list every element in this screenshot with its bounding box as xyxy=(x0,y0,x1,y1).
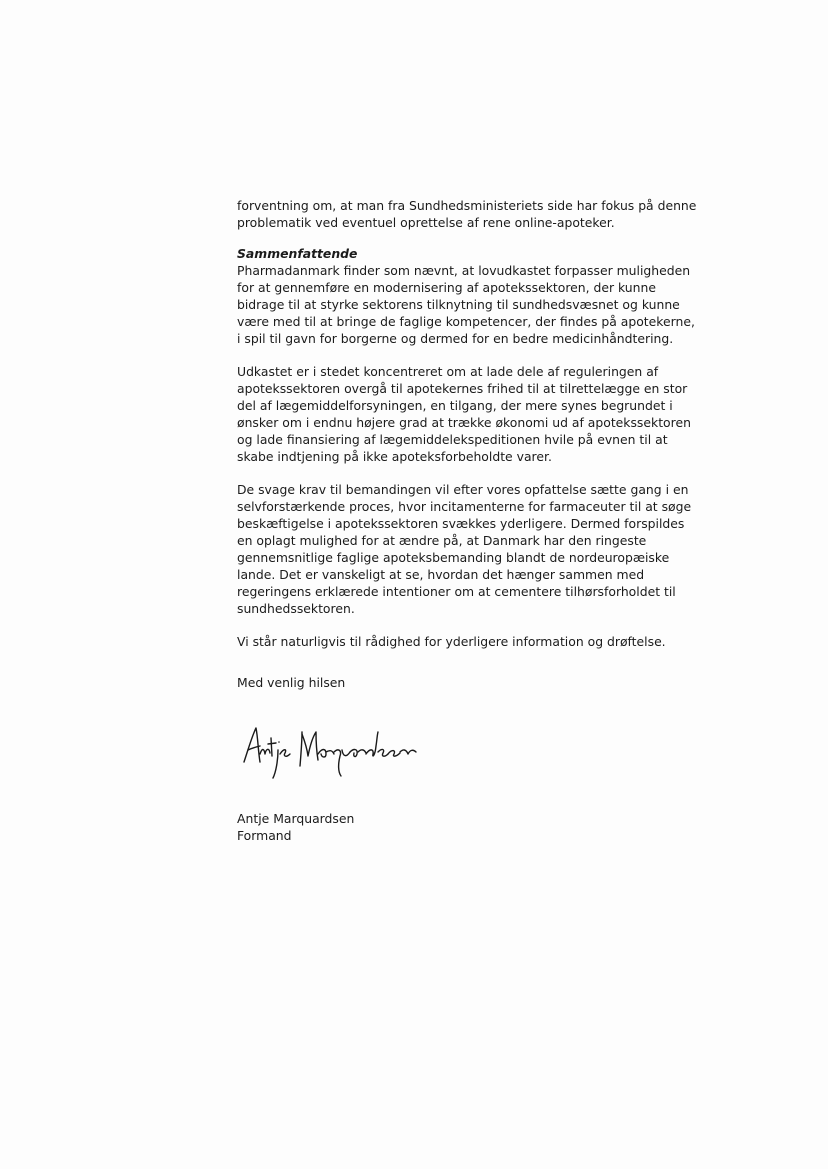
handwritten-signature xyxy=(238,716,428,786)
signer-name: Antje Marquardsen xyxy=(237,811,355,826)
letter-body xyxy=(237,197,697,650)
intro-paragraph: forventning om, at man fra Sundhedsministeriets side har fokus på denne problematik ved eventuel oprettelse af rene online-apoteker. xyxy=(237,198,697,230)
body-paragraph-1: Pharmadanmark finder som nævnt, at lovudkastet forpasser muligheden for at gennemføre en modernisering af apotekssektoren, der kunne bidrage til at styrke sektorens tilknytning til sundhedsvæsnet og kunne være med til at bringe de faglige kompetencer, der findes på apotekerne, i spil til gavn for borgerne og dermed for en bedre medicinhåndtering. xyxy=(237,263,695,346)
body-paragraph-2: Udkastet er i stedet koncentreret om at lade dele af reguleringen af apotekssektoren overgå til apotekernes frihed til at tilrettelægge en stor del af lægemiddelforsyningen, en tilgang, der mere synes begrundet i ønsker om i endnu højere grad at trække økonomi ud af apotekssektoren og lade finansiering af lægemiddelekspeditionen hvile på evnen til at skabe indtjening på ikke apoteksforbeholdte varer. xyxy=(237,364,691,464)
body-paragraph-4: Vi står naturligvis til rådighed for yderligere information og drøftelse. xyxy=(237,634,666,649)
closing-salutation: Med venlig hilsen xyxy=(237,675,346,690)
signer-block xyxy=(237,810,354,844)
signer-title: Formand xyxy=(237,828,292,843)
section-heading: Sammenfattende xyxy=(237,246,358,261)
body-paragraph-3: De svage krav til bemandingen vil efter vores opfattelse sætte gang i en selvforstærkende proces, hvor incitamenterne for farmaceuter til at søge beskæftigelse i apotekssektoren svækkes yderligere. Dermed forspildes en oplagt mulighed for at ændre på, at Danmark har den ringeste gennemsnitlige faglige apoteksbemanding blandt de nordeuropæiske lande. Det er vanskeligt at se, hvordan det hænger sammen med regeringens erklærede intentioner om at cementere tilhørsforholdet til sundhedssektoren. xyxy=(237,482,692,616)
